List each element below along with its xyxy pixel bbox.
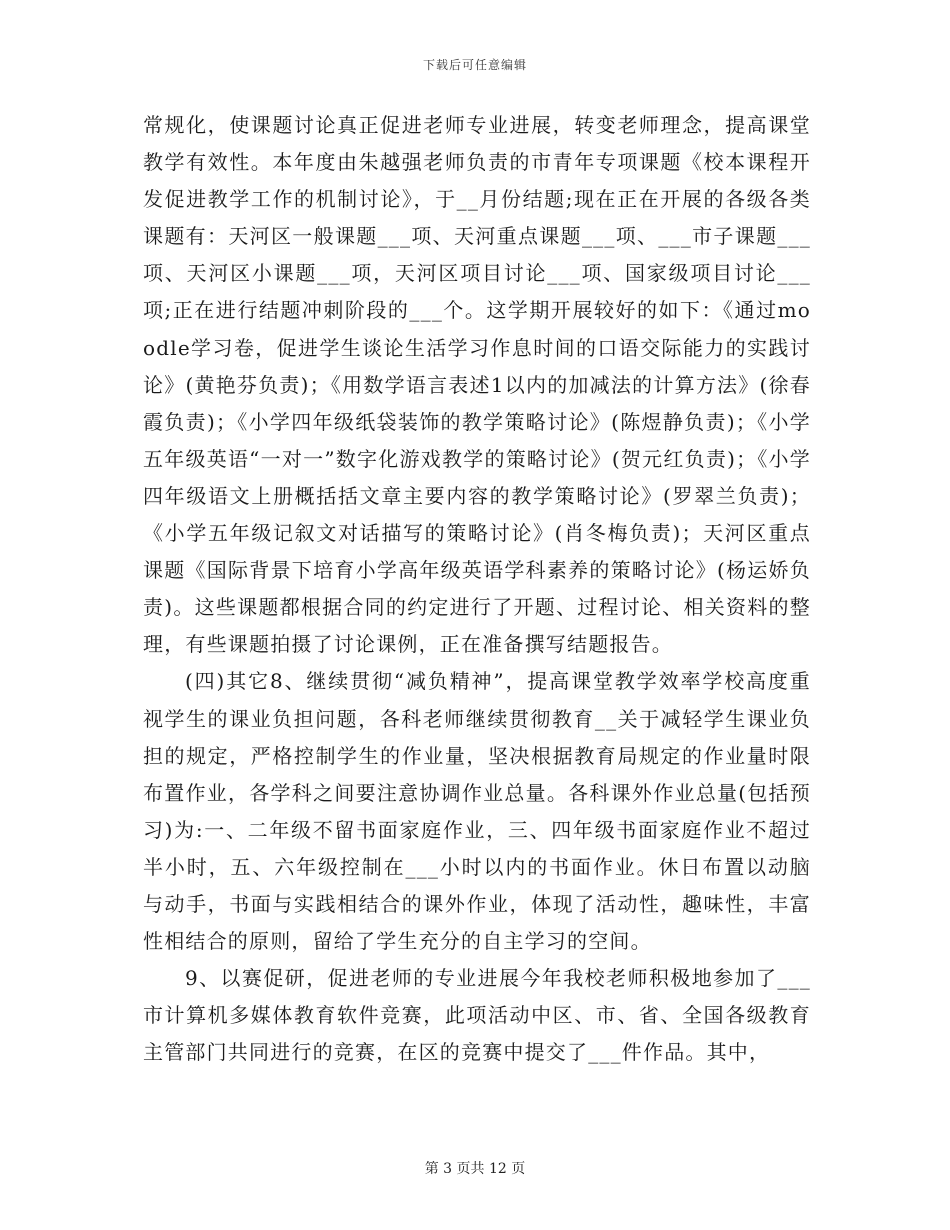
document-body	[143, 107, 811, 1071]
page-header-note: 下载后可任意编辑	[422, 58, 527, 72]
paragraph-competition: 9、以赛促研，促进老师的专业进展今年我校老师积极地参加了___市计算机多媒体教育软件竞赛，此项活动中区、市、省、全国各级教育主管部门共同进行的竞赛，在区的竞赛中提交了___件作品。其中，	[143, 966, 811, 1065]
paragraph-reduce-burden: (四)其它8、继续贯彻“减负精神”，提高课堂教学效率学校高度重视学生的课业负担问题，各科老师继续贯彻教育__关于减轻学生课业负担的规定，严格控制学生的作业量，坚决根据教育局规定的作业量时限布置作业，各学科之间要注意协调作业总量。各科课外作业总量(包括预习)为:一、二年级不留书面家庭作业，三、四年级书面家庭作业不超过半小时，五、六年级控制在___小时以内的书面作业。休日布置以动脑与动手，书面与实践相结合的课外作业，体现了活动性，趣味性，丰富性相结合的原则，留给了学生充分的自主学习的空间。	[143, 669, 811, 954]
paragraph-research-projects: 常规化，使课题讨论真正促进老师专业进展，转变老师理念，提高课堂教学有效性。本年度由朱越强老师负责的市青年专项课题《校本课程开发促进教学工作的机制讨论》，于__月份结题;现在正在开展的各级各类课题有：天河区一般课题___项、天河重点课题___项、___市子课题___项、天河区小课题___项，天河区项目讨论___项、国家级项目讨论___项;正在进行结题冲刺阶段的___个。这学期开展较好的如下：《通过moodle学习卷，促进学生谈论生活学习作息时间的口语交际能力的实践讨论》(黄艳芬负责)；《用数学语言表述1以内的加减法的计算方法》(徐春霞负责)；《小学四年级纸袋装饰的教学策略讨论》(陈煜静负责)；《小学五年级英语“一对一”数字化游戏教学的策略讨论》(贺元红负责)；《小学四年级语文上册概括括文章主要内容的教学策略讨论》(罗翠兰负责)；《小学五年级记叙文对话描写的策略讨论》(肖冬梅负责)；天河区重点课题《国际背景下培育小学高年级英语学科素养的策略讨论》(杨运娇负责)。这些课题都根据合同的约定进行了开题、过程讨论、相关资料的整理，有些课题拍摄了讨论课例，正在准备撰写结题报告。	[143, 113, 811, 657]
page-number: 第 3 页共 12 页	[424, 1161, 526, 1177]
